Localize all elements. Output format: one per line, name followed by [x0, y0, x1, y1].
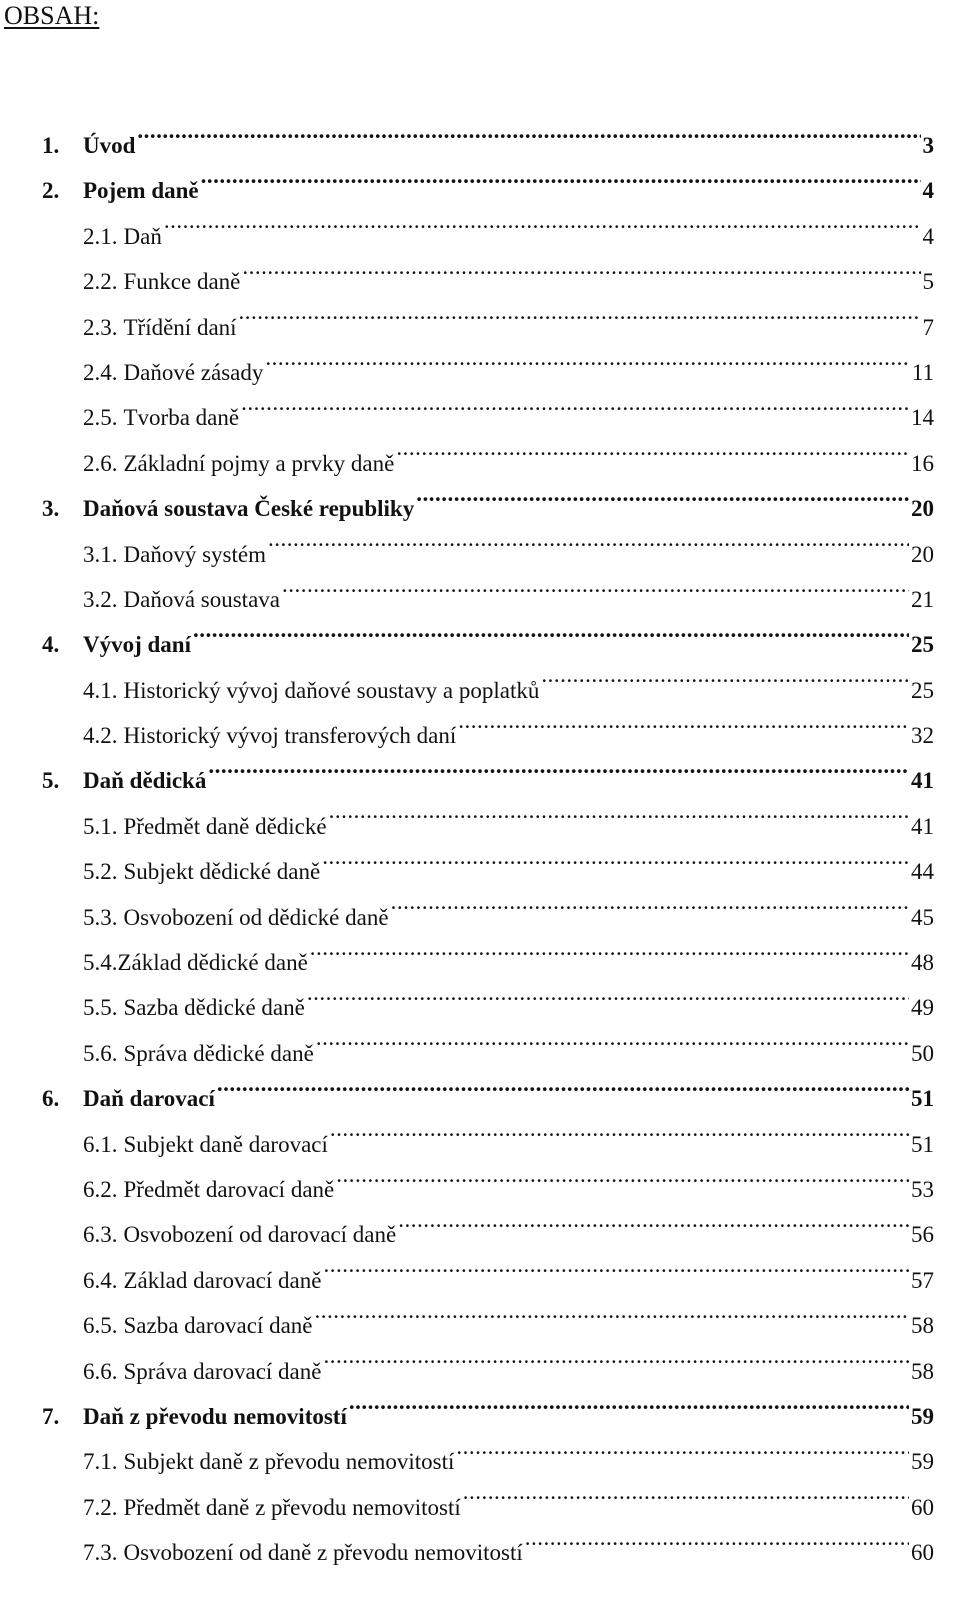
toc-title: Předmět darovací daně	[123, 1176, 335, 1202]
toc-page-number: 4	[922, 223, 934, 249]
toc-subentry[interactable]	[0, 395, 934, 440]
toc-title: Daň dědická	[83, 768, 207, 794]
toc-page-number: 56	[911, 1222, 934, 1248]
toc-page-number: 20	[911, 496, 934, 522]
toc-page-number: 11	[911, 359, 934, 385]
toc-number: 6.2.	[83, 1176, 118, 1202]
toc-title: Pojem daně	[83, 178, 199, 204]
dot-leader	[316, 1038, 909, 1061]
toc-number: 6.	[42, 1086, 60, 1112]
dot-leader	[282, 584, 909, 607]
toc-page-number: 5	[922, 269, 934, 295]
toc-number: 2.3.	[83, 314, 118, 340]
dot-leader	[307, 992, 909, 1015]
toc-number: 4.2.	[83, 723, 118, 749]
toc-page-number: 44	[911, 859, 934, 885]
toc-page-number: 57	[911, 1267, 934, 1293]
toc-title: Subjekt daně z převodu nemovitostí	[123, 1449, 455, 1475]
toc-entry[interactable]	[0, 486, 934, 531]
dot-leader	[242, 266, 920, 289]
toc-title: Subjekt dědické daně	[123, 859, 321, 885]
toc-page-number: 4	[922, 178, 934, 204]
toc-subentry[interactable]	[0, 305, 934, 350]
dot-leader	[349, 1401, 909, 1424]
toc-title: Předmět daně dědické	[123, 813, 327, 839]
page-title: OBSAH:	[4, 1, 100, 30]
toc-title: Daň	[123, 223, 162, 249]
table-of-contents	[0, 123, 960, 1576]
toc-page-number: 7	[922, 314, 934, 340]
toc-title: Osvobození od dědické daně	[123, 904, 389, 930]
toc-title: Daňová soustava České republiky	[83, 496, 415, 522]
toc-page-number: 41	[911, 768, 934, 794]
toc-page-number: 50	[911, 1040, 934, 1066]
toc-number: 2.5.	[83, 405, 118, 431]
toc-title: Správa darovací daně	[123, 1358, 322, 1384]
toc-title: Daňové zásady	[123, 359, 264, 385]
toc-title: Subjekt daně darovací	[123, 1131, 328, 1157]
toc-page-number: 25	[911, 677, 934, 703]
toc-entry[interactable]	[0, 123, 934, 168]
toc-title: Třídění daní	[123, 314, 237, 340]
toc-title: Základ darovací daně	[123, 1267, 322, 1293]
dot-leader	[208, 765, 909, 788]
toc-subentry[interactable]	[0, 1031, 934, 1076]
toc-number: 1.	[42, 133, 60, 158]
dot-leader	[315, 1310, 909, 1333]
dot-leader	[330, 1129, 909, 1152]
toc-number: 7.2.	[83, 1494, 118, 1520]
toc-page-number: 60	[911, 1494, 934, 1520]
toc-number: 4.1.	[83, 677, 118, 703]
dot-leader	[201, 175, 921, 198]
dot-leader	[310, 947, 909, 970]
toc-entry[interactable]	[0, 1394, 934, 1439]
toc-page-number: 3	[922, 133, 934, 158]
toc-page-number: 20	[911, 541, 934, 567]
toc-subentry[interactable]	[0, 1439, 934, 1484]
toc-page-number: 51	[911, 1131, 934, 1157]
dot-leader	[458, 720, 909, 743]
dot-leader	[336, 1174, 909, 1197]
dot-leader	[322, 856, 909, 879]
toc-number: 2.4.	[83, 359, 118, 385]
toc-subentry[interactable]	[0, 350, 934, 395]
toc-page-number: 14	[911, 405, 934, 431]
toc-subentry[interactable]	[0, 1530, 934, 1575]
dot-leader	[329, 811, 909, 834]
toc-subentry[interactable]	[0, 532, 934, 577]
toc-title: Tvorba daně	[123, 405, 240, 431]
toc-subentry[interactable]	[0, 985, 934, 1030]
toc-entry[interactable]	[0, 1076, 934, 1121]
dot-leader	[398, 1219, 909, 1242]
toc-title: Osvobození od daně z převodu nemovitostí	[123, 1540, 523, 1566]
dot-leader	[463, 1492, 909, 1515]
toc-title: Osvobození od darovací daně	[123, 1222, 397, 1248]
dot-leader	[241, 402, 909, 425]
dot-leader	[239, 312, 921, 335]
toc-page-number: 53	[911, 1176, 934, 1202]
toc-subentry[interactable]	[0, 668, 934, 713]
dot-leader	[265, 357, 909, 380]
toc-number: 7.	[42, 1403, 60, 1429]
toc-number: 3.1.	[83, 541, 118, 567]
toc-page-number: 25	[911, 632, 934, 658]
toc-page-number: 32	[911, 723, 934, 749]
toc-page-number: 48	[911, 950, 934, 976]
toc-number: 5.3.	[83, 904, 118, 930]
dot-leader	[391, 902, 909, 925]
toc-entry[interactable]	[0, 622, 934, 667]
toc-title: Historický vývoj daňové soustavy a poplatků	[123, 677, 540, 703]
toc-number: 5.2.	[83, 859, 118, 885]
toc-number: 6.1.	[83, 1131, 118, 1157]
dot-leader	[396, 448, 909, 471]
toc-subentry[interactable]	[0, 849, 934, 894]
toc-title: Základní pojmy a prvky daně	[123, 450, 395, 476]
toc-subentry[interactable]	[0, 1349, 934, 1394]
toc-title: Funkce daně	[123, 269, 241, 295]
toc-subentry[interactable]	[0, 214, 934, 259]
toc-title: Základ dědické daně	[117, 950, 308, 976]
toc-subentry[interactable]	[0, 1485, 934, 1530]
toc-subentry[interactable]	[0, 1303, 934, 1348]
toc-entry[interactable]	[0, 758, 934, 803]
toc-page-number: 16	[911, 450, 934, 476]
toc-page-number: 21	[911, 586, 934, 612]
dot-leader	[268, 539, 909, 562]
toc-number: 5.1.	[83, 813, 118, 839]
toc-subentry[interactable]	[0, 940, 934, 985]
toc-subentry[interactable]	[0, 577, 934, 622]
dot-leader	[164, 221, 921, 244]
toc-subentry[interactable]	[0, 1122, 934, 1167]
toc-title: Sazba darovací daně	[123, 1313, 313, 1339]
toc-number: 3.2.	[83, 586, 118, 612]
dot-leader	[525, 1537, 909, 1560]
toc-title: Daňová soustava	[123, 586, 280, 612]
toc-number: 2.2.	[83, 269, 118, 295]
toc-number: 4.	[42, 632, 60, 658]
dot-leader	[193, 629, 909, 652]
toc-subentry[interactable]	[0, 259, 934, 304]
toc-subentry[interactable]	[0, 441, 934, 486]
toc-number: 6.3.	[83, 1222, 118, 1248]
toc-number: 5.6.	[83, 1040, 118, 1066]
toc-subentry[interactable]	[0, 713, 934, 758]
toc-number: 6.4.	[83, 1267, 118, 1293]
toc-title: Správa dědické daně	[123, 1040, 314, 1066]
toc-number: 6.6.	[83, 1358, 118, 1384]
dot-leader	[456, 1446, 909, 1469]
toc-subentry[interactable]	[0, 1212, 934, 1257]
toc-title: Daňový systém	[123, 541, 266, 567]
toc-title: Daň darovací	[83, 1086, 215, 1112]
toc-title: Vývoj daní	[83, 632, 191, 658]
toc-subentry[interactable]	[0, 1167, 934, 1212]
toc-page-number: 58	[911, 1358, 934, 1384]
dot-leader	[541, 675, 909, 698]
toc-title: Sazba dědické daně	[123, 995, 305, 1021]
toc-title: Předmět daně z převodu nemovitostí	[123, 1494, 461, 1520]
toc-number: 3.	[42, 496, 60, 522]
toc-number: 5.4.	[83, 950, 118, 976]
toc-entry[interactable]	[0, 168, 934, 213]
toc-title: Úvod	[83, 133, 136, 158]
toc-number: 5.5.	[83, 995, 118, 1021]
toc-title: Daň z převodu nemovitostí	[83, 1403, 347, 1429]
toc-subentry[interactable]	[0, 895, 934, 940]
toc-number: 6.5.	[83, 1313, 118, 1339]
toc-page-number: 51	[911, 1086, 934, 1112]
dot-leader	[323, 1356, 909, 1379]
dot-leader	[416, 493, 909, 516]
dot-leader	[217, 1083, 909, 1106]
toc-number: 7.1.	[83, 1449, 118, 1475]
toc-subentry[interactable]	[0, 1258, 934, 1303]
toc-number: 2.	[42, 178, 60, 204]
toc-number: 2.6.	[83, 450, 118, 476]
dot-leader	[323, 1265, 909, 1288]
toc-page-number: 59	[911, 1449, 934, 1475]
dot-leader	[137, 130, 920, 153]
toc-page-number: 60	[911, 1540, 934, 1566]
toc-number: 2.1.	[83, 223, 118, 249]
toc-subentry[interactable]	[0, 804, 934, 849]
toc-page-number: 58	[911, 1313, 934, 1339]
toc-page-number: 59	[911, 1403, 934, 1429]
toc-page-number: 41	[911, 813, 934, 839]
toc-page-number: 49	[911, 995, 934, 1021]
toc-title: Historický vývoj transferových daní	[123, 723, 457, 749]
toc-number: 5.	[42, 768, 60, 794]
toc-number: 7.3.	[83, 1540, 118, 1566]
toc-page-number: 45	[911, 904, 934, 930]
